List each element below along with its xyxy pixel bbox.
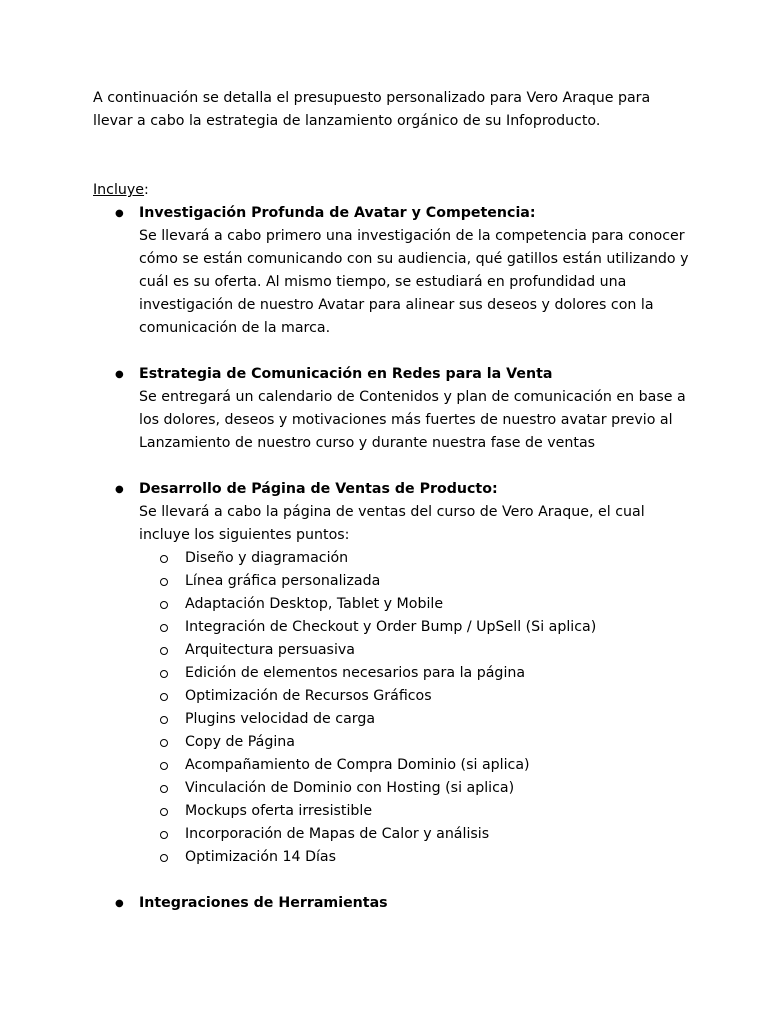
sub-item-text: Integración de Checkout y Order Bump / UpSell (Si aplica): [185, 619, 597, 635]
sub-list: [139, 547, 693, 869]
sub-item-text: Optimización 14 Días: [185, 849, 337, 865]
bullet-icon: ●: [115, 484, 124, 495]
sub-item-text: Incorporación de Mapas de Calor y análisis: [185, 826, 490, 842]
hollow-circle-bullet-icon: [160, 555, 168, 563]
intro-paragraph: A continuación se detalla el presupuesto personalizado para Vero Araque para llevar a cabo la estrategia de lanzamiento orgánico de su Infoproducto.: [93, 90, 651, 129]
item-body: Se llevará a cabo la página de ventas del curso de Vero Araque, el cual incluye los siguientes puntos:: [139, 504, 645, 543]
item-title: Investigación Profunda de Avatar y Competencia:: [139, 205, 536, 221]
bullet-icon: ●: [115, 208, 124, 219]
hollow-circle-bullet-icon: [160, 578, 168, 586]
list-item: [93, 202, 693, 340]
includes-list: [93, 202, 693, 915]
sub-item-text: Edición de elementos necesarios para la página: [185, 665, 526, 681]
hollow-circle-bullet-icon: [160, 785, 168, 793]
sub-item-text: Arquitectura persuasiva: [185, 642, 355, 658]
item-title: Estrategia de Comunicación en Redes para la Venta: [139, 366, 553, 382]
sub-list-item: [139, 800, 693, 823]
sub-list-item: [139, 685, 693, 708]
sub-item-text: Copy de Página: [185, 734, 295, 750]
bullet-icon: ●: [115, 898, 124, 909]
sub-list-item: [139, 708, 693, 731]
sub-item-text: Diseño y diagramación: [185, 550, 349, 566]
sub-item-text: Acompañamiento de Compra Dominio (si aplica): [185, 757, 530, 773]
bullet-icon: ●: [115, 369, 124, 380]
sub-list-item: [139, 823, 693, 846]
sub-list-item: [139, 570, 693, 593]
hollow-circle-bullet-icon: [160, 693, 168, 701]
sub-list-item: [139, 593, 693, 616]
sub-list-item: [139, 547, 693, 570]
sub-item-text: Adaptación Desktop, Tablet y Mobile: [185, 596, 444, 612]
sub-list-item: [139, 731, 693, 754]
item-title: Integraciones de Herramientas: [139, 895, 388, 911]
hollow-circle-bullet-icon: [160, 670, 168, 678]
sub-list-item: [139, 777, 693, 800]
hollow-circle-bullet-icon: [160, 762, 168, 770]
list-item: [93, 892, 693, 915]
item-body: Se llevará a cabo primero una investigación de la competencia para conocer cómo se están comunicando con su audiencia, qué gatillos están utilizando y cuál es su oferta. Al mismo tiempo, se estudiará en profundidad una investigación de nuestro Avatar para alinear sus deseos y dolores con la comunicación de la marca.: [139, 228, 689, 336]
sub-list-item: [139, 662, 693, 685]
hollow-circle-bullet-icon: [160, 854, 168, 862]
hollow-circle-bullet-icon: [160, 808, 168, 816]
item-title: Desarrollo de Página de Ventas de Producto:: [139, 481, 498, 497]
includes-label: Incluye: [93, 182, 145, 198]
sub-item-text: Vinculación de Dominio con Hosting (si aplica): [185, 780, 515, 796]
hollow-circle-bullet-icon: [160, 831, 168, 839]
sub-list-item: [139, 639, 693, 662]
list-item: [93, 478, 693, 869]
sub-list-item: [139, 846, 693, 869]
hollow-circle-bullet-icon: [160, 647, 168, 655]
list-item: [93, 363, 693, 455]
hollow-circle-bullet-icon: [160, 601, 168, 609]
sub-list-item: [139, 754, 693, 777]
sub-item-text: Línea gráfica personalizada: [185, 573, 381, 589]
hollow-circle-bullet-icon: [160, 624, 168, 632]
includes-colon: :: [144, 182, 149, 198]
hollow-circle-bullet-icon: [160, 739, 168, 747]
hollow-circle-bullet-icon: [160, 716, 168, 724]
includes-heading: [93, 179, 693, 202]
sub-list-item: [139, 616, 693, 639]
document-page: [93, 87, 693, 938]
sub-item-text: Mockups oferta irresistible: [185, 803, 373, 819]
item-body: Se entregará un calendario de Contenidos y plan de comunicación en base a los dolores, deseos y motivaciones más fuertes de nuestro avatar previo al Lanzamiento de nuestro curso y durante nuestra fase de ventas: [139, 389, 686, 451]
sub-item-text: Optimización de Recursos Gráficos: [185, 688, 432, 704]
sub-item-text: Plugins velocidad de carga: [185, 711, 376, 727]
